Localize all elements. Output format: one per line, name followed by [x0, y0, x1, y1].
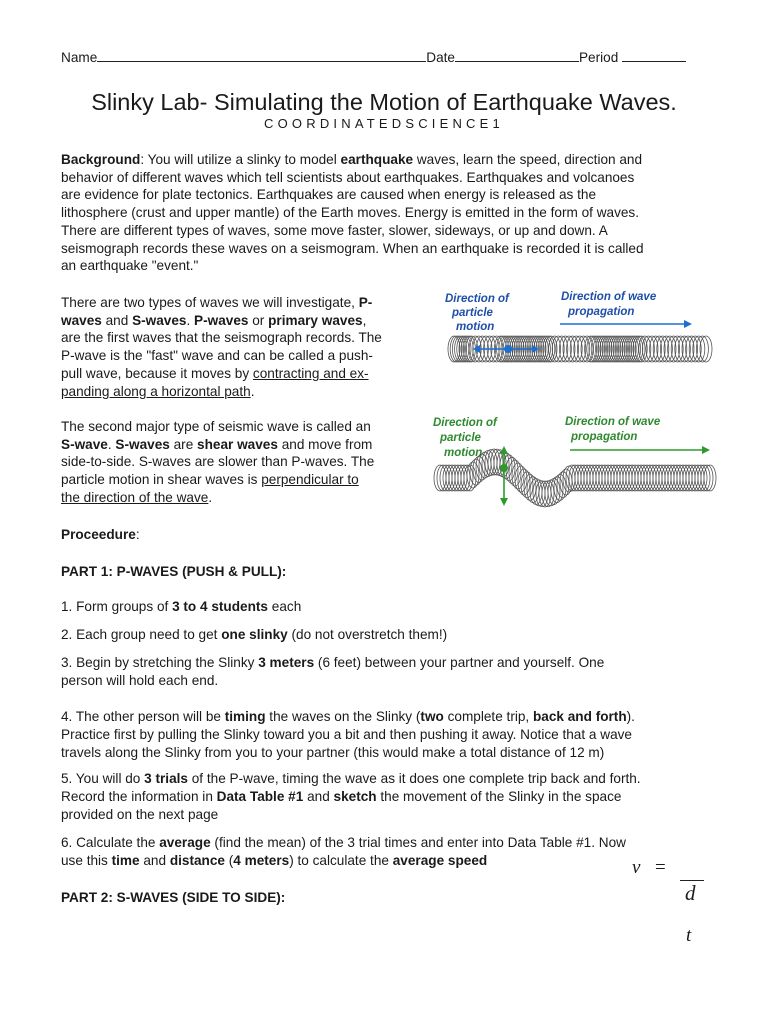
swave-text-run: S-waves [115, 436, 170, 452]
swave-text-run: S-wave [61, 436, 108, 452]
slinky-coil [664, 336, 676, 362]
slinky-coil [689, 336, 701, 362]
part2-heading: PART 2: S-WAVES (SIDE TO SIDE): [61, 890, 286, 905]
background-text-run: earthquake [340, 152, 414, 167]
step-line [61, 788, 621, 806]
pwave-text-run: , [362, 312, 367, 328]
swave-text-run: The second major type of seismic wave is called an [61, 419, 371, 434]
slinky-coil [675, 336, 687, 362]
background-text-run: seismograph records these waves on a seismogram. When an earthquake is recorded it is called [61, 240, 644, 256]
step-text-run: complete trip, [443, 709, 533, 724]
p-particle-label-3: motion [456, 321, 495, 333]
procedure-heading-text: Proceedure [61, 527, 136, 542]
s-particle-dot [500, 464, 508, 472]
pwave-text-run: P- [358, 295, 373, 310]
background-text-run: lithosphere (crust and upper mantle) of the Earth moves. Energy is emitted in the form of waves. [61, 205, 640, 221]
step-text-run: 3. Begin by stretching the Slinky [61, 655, 259, 670]
swave-text-run: shear waves [197, 436, 278, 452]
slinky-coil [696, 336, 708, 362]
formula-d: d [685, 881, 696, 905]
swave-slinky-figure [430, 410, 720, 510]
background-text-run: Background [61, 152, 141, 167]
pwave-line [61, 329, 382, 347]
pwave-line [61, 365, 369, 383]
swave-line [61, 489, 212, 507]
procedure-heading [61, 526, 140, 544]
pwave-text-run: There are two types of waves we will investigate, [61, 295, 359, 310]
slinky-coil [700, 336, 712, 362]
step-line [61, 806, 218, 824]
slinky-coil [682, 336, 694, 362]
p-particle-label-1: Direction of [445, 293, 509, 305]
step-text-run: (do not overstretch them!) [287, 627, 448, 642]
background-text-run: : You will utilize a slinky to model [140, 152, 341, 167]
pwave-line [61, 347, 373, 365]
pwave-text-run: pull wave, because it moves by [61, 365, 253, 381]
s-particle-label-2: particle [440, 432, 481, 444]
step-line [61, 852, 487, 870]
pwave-line [61, 312, 366, 330]
part1-heading: PART 1: P-WAVES (PUSH & PULL): [61, 564, 287, 579]
name-blank [97, 50, 426, 62]
background-line [61, 169, 634, 187]
p-propagation-label-2: propagation [568, 306, 635, 318]
swave-text-run: are [169, 436, 198, 452]
p-propagation-arrowhead [684, 320, 692, 328]
swave-text-run: . [107, 436, 116, 452]
pwave-text-run: waves [61, 312, 102, 328]
step-line [61, 708, 635, 726]
s-propagation-label-2: propagation [571, 431, 638, 443]
swave-line [61, 436, 372, 454]
slinky-coil [657, 336, 669, 362]
step-text-run: time [111, 853, 140, 868]
course-subtitle: COORDINATEDSCIENCE1 [264, 116, 504, 131]
step-text-run: each [268, 599, 302, 614]
step-line [61, 654, 604, 672]
slinky-coil [552, 336, 564, 362]
step-text-run: the movement of the Slinky in the space [376, 789, 622, 804]
procedure-heading-colon: : [135, 527, 140, 542]
step-text-run: sketch [333, 789, 377, 804]
swave-text-run: the direction of the wave [61, 489, 209, 505]
s-propagation-label-1: Direction of wave [565, 416, 661, 428]
step-text-run: average speed [392, 853, 488, 868]
pwave-slinky-figure [440, 286, 716, 386]
pwave-line [61, 383, 255, 401]
slinky-coil [570, 336, 582, 362]
header-line [61, 50, 686, 65]
formula-v: v [632, 857, 641, 878]
step-text-run: and [139, 853, 170, 868]
slinky-coil [563, 336, 575, 362]
step-text-run: person will hold each end. [61, 673, 219, 688]
step-line [61, 626, 447, 644]
slinky-coil [668, 336, 680, 362]
period-label: Period [578, 50, 619, 65]
pwave-text-run: or [248, 312, 269, 328]
step-text-run: 3 to 4 students [172, 599, 268, 614]
step-line [61, 726, 632, 744]
step-text-run: and [303, 789, 334, 804]
background-text-run: behavior of different waves which tell scientists about earthquakes. Earthquakes and volcanoes [61, 169, 635, 185]
step-text-run: timing [224, 709, 266, 724]
slinky-coil [671, 336, 683, 362]
step-line [61, 598, 301, 616]
background-line [61, 151, 642, 169]
slinky-coil [660, 336, 672, 362]
swave-slinky-coils [434, 449, 716, 507]
step-line [61, 672, 218, 690]
s-propagation-arrowhead [702, 446, 710, 454]
background-text-run: There are different types of waves, some move faster, slower, sideways, or up and down. A [61, 222, 608, 238]
step-text-run: ). [626, 709, 635, 724]
slinky-coil [559, 336, 571, 362]
step-text-run: 4. The other person will be [61, 709, 225, 724]
step-text-run: back and forth [532, 709, 627, 724]
slinky-coil [653, 336, 665, 362]
step-text-run: Record the information in [61, 789, 217, 804]
slinky-coil [642, 336, 654, 362]
step-text-run: use this [61, 853, 112, 868]
date-blank [455, 50, 579, 62]
step-text-run: (find the mean) of the 3 trial times and enter into Data Table #1. Now [210, 835, 626, 850]
background-line [61, 186, 596, 204]
pwave-text-run: primary waves [268, 312, 363, 328]
slinky-coil [686, 336, 698, 362]
swave-text-run: . [208, 489, 213, 505]
swave-text-run: side-to-side. S-waves are slower than P-waves. The [61, 454, 375, 470]
slinky-coil [574, 336, 586, 362]
step-text-run: provided on the next page [61, 807, 219, 822]
background-text-run: waves, learn the speed, direction and [413, 152, 643, 167]
pwave-text-run: contracting and ex- [252, 365, 369, 381]
page-title: Slinky Lab- Simulating the Motion of Earthquake Waves. [91, 89, 677, 115]
step-text-run: 2. Each group need to get [61, 627, 222, 642]
swave-text-run: particle motion in shear waves is [61, 472, 262, 488]
step-text-run: two [420, 709, 444, 724]
pwave-text-run: panding along a horizontal path [61, 383, 251, 399]
background-line [61, 204, 639, 222]
step-text-run: Practice first by pulling the Slinky toward you a bit and then pushing it away. Notice that a wave [61, 727, 632, 742]
s-particle-arrowhead-down [500, 498, 508, 506]
step-text-run: 3 trials [144, 771, 188, 786]
step-text-run: 4 meters [233, 853, 290, 868]
formula-t: t [686, 925, 692, 946]
s-particle-label-3: motion [444, 447, 483, 459]
slinky-coil [556, 336, 568, 362]
slinky-coil [646, 336, 658, 362]
date-label: Date [426, 50, 455, 65]
pwave-text-run: . [250, 383, 255, 399]
step-text-run: ) to calculate the [289, 853, 393, 868]
slinky-coil [577, 336, 589, 362]
background-line [61, 257, 198, 275]
p-propagation-label-1: Direction of wave [561, 291, 657, 303]
p-particle-arrowhead-right [532, 345, 539, 353]
step-text-run: average [159, 835, 211, 850]
pwave-text-run: are the first waves that the seismograph records. The [61, 330, 382, 346]
step-text-run: distance [169, 853, 225, 868]
background-text-run: an earthquake "event." [61, 258, 199, 274]
swave-text-run: and move from [277, 436, 373, 452]
swave-text-run: perpendicular to [261, 472, 359, 488]
step-text-run: (6 feet) between your partner and yourself. One [314, 655, 605, 670]
step-text-run: one slinky [221, 627, 288, 642]
swave-line [61, 471, 359, 489]
slinky-coil [567, 336, 579, 362]
step-line [61, 834, 626, 852]
pwave-text-run: P-waves [194, 312, 249, 328]
step-text-run: 6. Calculate the [61, 835, 160, 850]
step-text-run: ( [224, 853, 234, 868]
pwave-line [61, 294, 372, 312]
swave-line [61, 418, 371, 436]
p-particle-label-2: particle [452, 307, 493, 319]
step-text-run: 3 meters [258, 655, 315, 670]
background-line [61, 222, 608, 240]
s-particle-label-1: Direction of [433, 417, 497, 429]
step-text-run: travels along the Slinky from you to your partner (this would make a total distance of 12 m) [61, 745, 605, 760]
step-text-run: 1. Form groups of [61, 599, 173, 614]
name-label: Name [61, 50, 98, 65]
step-text-run: 5. You will do [61, 771, 145, 786]
swave-line [61, 453, 374, 471]
p-particle-dot [504, 345, 512, 353]
step-text-run: Data Table #1 [216, 789, 304, 804]
step-line [61, 770, 641, 788]
pwave-text-run: . [186, 312, 195, 328]
slinky-coil [693, 336, 705, 362]
pwave-text-run: S-waves [132, 312, 187, 328]
step-text-run: of the P-wave, timing the wave as it does one complete trip back and forth. [187, 771, 641, 786]
formula-equals: = [655, 857, 666, 878]
slinky-coil [650, 336, 662, 362]
pwave-text-run: and [101, 312, 133, 328]
step-line [61, 744, 604, 762]
background-text-run: are evidence for plate tectonics. Earthquakes are caused when energy is released as the [61, 187, 597, 203]
slinky-coil [678, 336, 690, 362]
step-text-run: the waves on the Slinky ( [265, 709, 421, 724]
background-line [61, 240, 644, 258]
period-blank [622, 50, 686, 62]
pwave-text-run: P-wave is the "fast" wave and can be called a push- [61, 348, 373, 364]
